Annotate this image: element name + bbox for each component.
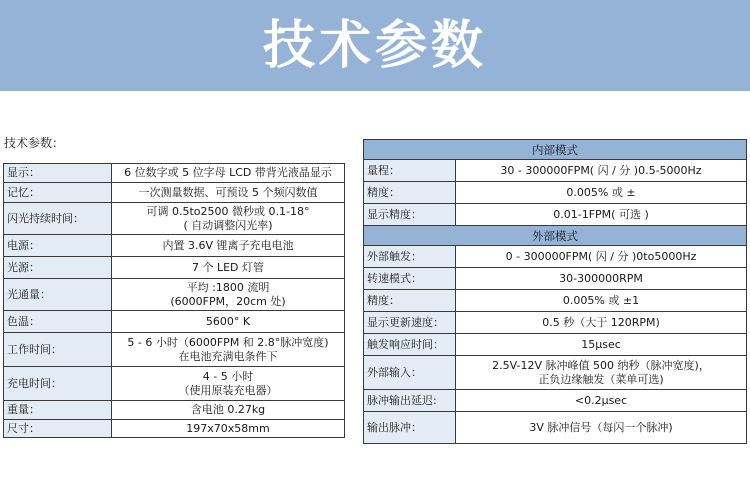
spec-value: 一次测量数据、可预设 5 个频闪数值 (112, 183, 345, 203)
section-label: 技术参数： (4, 136, 65, 150)
spec-value: 含电池 0.27kg (112, 401, 345, 420)
table-row (364, 160, 747, 182)
spec-value: 2.5V-12V 脉冲峰值 500 纳秒（脉冲宽度)， 正负边缘触发（菜单可选) (456, 356, 747, 390)
table-row (4, 311, 345, 333)
spec-label: 充电时间： (4, 367, 112, 401)
spec-label: 色温： (4, 311, 112, 333)
spec-value: 197x70x58mm (112, 420, 345, 438)
spec-label: 量程： (364, 160, 456, 182)
spec-label: 重量： (4, 401, 112, 420)
spec-label: 电源： (4, 235, 112, 257)
table-row (364, 182, 747, 204)
table-row (364, 204, 747, 226)
spec-label: 记忆： (4, 183, 112, 203)
table-row (364, 246, 747, 268)
spec-label: 外部输入： (364, 356, 456, 390)
table-row (364, 356, 747, 390)
spec-label: 外部触发： (364, 246, 456, 268)
spec-value: 30-300000RPM (456, 268, 747, 290)
table-row (364, 312, 747, 334)
spec-value: <0.2μsec (456, 390, 747, 412)
spec-label: 尺寸： (4, 420, 112, 438)
table-row (4, 333, 345, 367)
spec-label: 显示更新速度： (364, 312, 456, 334)
spec-value: 4 - 5 小时 （使用原装充电器） (112, 367, 345, 401)
table-row (4, 183, 345, 203)
spec-value: 平均 :1800 流明 (6000FPM，20cm 处) (112, 279, 345, 311)
table-row (4, 279, 345, 311)
spec-label: 输出脉冲： (364, 412, 456, 444)
internal-mode-header: 内部模式 (364, 140, 747, 160)
spec-label: 脉冲输出延迟: (364, 390, 456, 412)
spec-label: 工作时间： (4, 333, 112, 367)
table-row (4, 367, 345, 401)
spec-value: 内置 3.6V 锂离子充电电池 (112, 235, 345, 257)
mode-spec-table (363, 139, 747, 444)
spec-value: 30 - 300000FPM( 闪 / 分 )0.5-5000Hz (456, 160, 747, 182)
spec-value: 可调 0.5to2500 微秒或 0.1-18° ( 自动调整闪光率) (112, 203, 345, 235)
spec-value: 5 - 6 小时（6000FPM 和 2.8°脉冲宽度) 在电池充满电条件下 (112, 333, 345, 367)
spec-value: 6 位数字或 5 位字母 LCD 带背光液晶显示 (112, 164, 345, 183)
title-banner (0, 0, 750, 91)
spec-value: 0.005% 或 ±1 (456, 290, 747, 312)
spec-label: 精度： (364, 290, 456, 312)
internal-mode-header-row (364, 140, 747, 160)
table-row (364, 390, 747, 412)
table-row (4, 235, 345, 257)
general-spec-table (3, 163, 345, 438)
spec-label: 闪光持续时间： (4, 203, 112, 235)
spec-label: 精度： (364, 182, 456, 204)
spec-label: 光通量： (4, 279, 112, 311)
table-row (4, 420, 345, 438)
table-row (4, 164, 345, 183)
spec-label: 转速模式： (364, 268, 456, 290)
spec-label: 触发响应时间： (364, 334, 456, 356)
table-row (364, 290, 747, 312)
spec-label: 显示： (4, 164, 112, 183)
table-row (364, 412, 747, 444)
table-row (4, 257, 345, 279)
table-row (364, 334, 747, 356)
spec-value: 0 - 300000FPM( 闪 / 分 )0to5000Hz (456, 246, 747, 268)
table-row (4, 401, 345, 420)
spec-value: 0.01-1FPM( 可选 ) (456, 204, 747, 226)
page-title: 技术参数 (262, 15, 487, 76)
external-mode-header-row (364, 226, 747, 246)
spec-label: 显示精度： (364, 204, 456, 226)
external-mode-header: 外部模式 (364, 226, 747, 246)
table-row (4, 203, 345, 235)
spec-value: 3V 脉冲信号（每闪一个脉冲) (456, 412, 747, 444)
table-row (364, 268, 747, 290)
spec-value: 5600° K (112, 311, 345, 333)
spec-value: 7 个 LED 灯管 (112, 257, 345, 279)
spec-value: 0.5 秒（大于 120RPM) (456, 312, 747, 334)
spec-value: 0.005% 或 ± (456, 182, 747, 204)
spec-value: 15μsec (456, 334, 747, 356)
spec-label: 光源： (4, 257, 112, 279)
